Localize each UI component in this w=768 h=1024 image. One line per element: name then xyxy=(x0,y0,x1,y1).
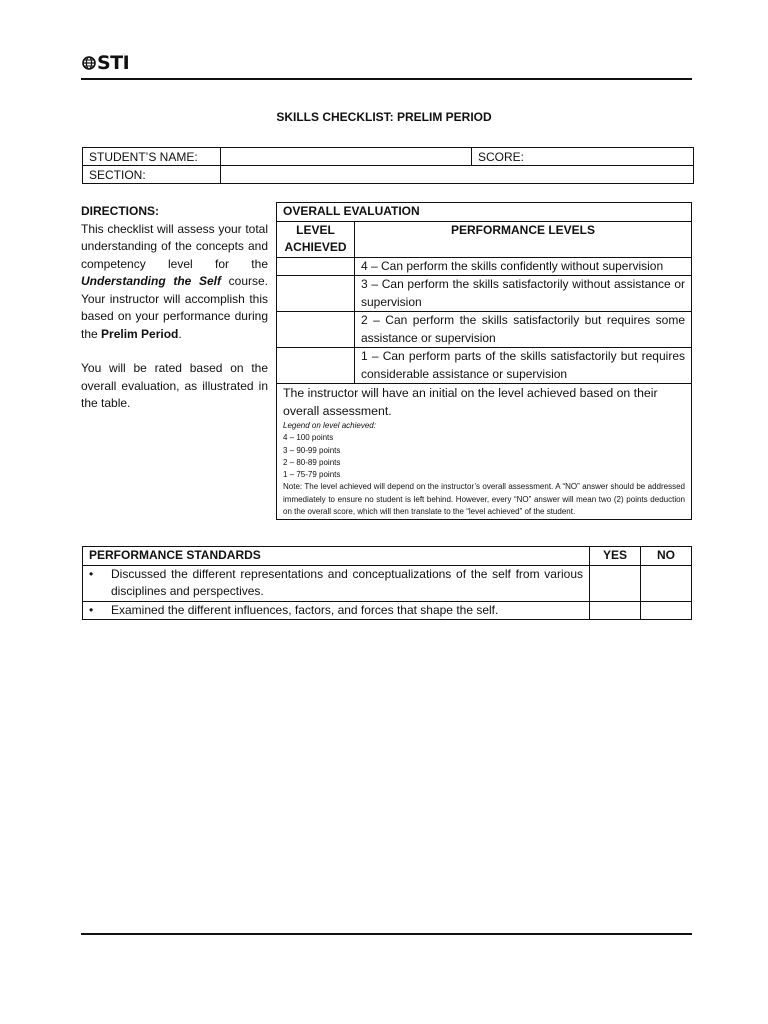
directions-end: . xyxy=(178,326,182,341)
section-label: SECTION: xyxy=(83,166,221,184)
legend-title: Legend on level achieved: xyxy=(283,421,376,430)
bullet-icon: • xyxy=(89,566,94,581)
sti-logo xyxy=(82,52,129,74)
performance-standards-table xyxy=(82,546,692,620)
level-achieved-header xyxy=(277,221,355,257)
no-column-header: NO xyxy=(641,547,692,566)
directions-rating-text: You will be rated based on the overall evaluation, as illustrated in the table. xyxy=(81,361,268,410)
performance-standards-heading: PERFORMANCE STANDARDS xyxy=(83,547,590,566)
no-checkbox-cell[interactable] xyxy=(641,601,692,620)
standard-text: Discussed the different representations and conceptualizations of the self from various disciplines and perspectives. xyxy=(111,566,583,598)
directions-heading: DIRECTIONS: xyxy=(81,204,159,218)
directions-block xyxy=(81,203,268,413)
level-achieved-cell[interactable] xyxy=(277,257,355,276)
standard-item xyxy=(83,601,590,620)
overall-evaluation-heading: OVERALL EVALUATION xyxy=(277,203,692,222)
student-name-label: STUDENT’S NAME: xyxy=(83,148,221,166)
standard-item xyxy=(83,565,590,601)
legend-item: 1 – 75-79 points xyxy=(283,470,341,480)
directions-text-b: course. Your instructor will accomplish this based on your performance during the xyxy=(81,274,269,341)
level-achieved-cell[interactable] xyxy=(277,276,355,312)
performance-level-3: 3 – Can perform the skills satisfactorily without assistance or supervision xyxy=(355,276,692,312)
performance-levels-header: PERFORMANCE LEVELS xyxy=(355,221,692,257)
yes-column-header: YES xyxy=(590,547,641,566)
page-title: SKILLS CHECKLIST: PRELIM PERIOD xyxy=(276,110,492,124)
course-name: Understanding the Self xyxy=(81,274,221,288)
performance-level-4: 4 – Can perform the skills confidently without supervision xyxy=(355,257,692,276)
student-name-field[interactable] xyxy=(221,148,472,166)
evaluation-notes xyxy=(277,384,692,520)
student-info-table xyxy=(82,147,694,184)
deduction-note: Note: The level achieved will depend on the instructor’s overall assessment. A “NO” answer should be addressed immediately to ensure no student is left behind. However, every “NO” answer will mean two (2) points deduction on the overall score, which will then translate to the “level achieved” of the student. xyxy=(283,482,685,517)
footer-divider xyxy=(81,933,692,935)
period-name: Prelim Period xyxy=(101,326,179,341)
performance-level-2: 2 – Can perform the skills satisfactorily but requires some assistance or supervision xyxy=(355,312,692,348)
header-divider xyxy=(81,78,692,80)
overall-evaluation-table xyxy=(276,202,692,520)
legend-item: 4 – 100 points xyxy=(283,433,334,443)
no-checkbox-cell[interactable] xyxy=(641,565,692,601)
legend-item: 3 – 90-99 points xyxy=(283,445,341,455)
instructor-note: The instructor will have an initial on the level achieved based on their overall assessment. xyxy=(283,386,658,418)
standard-text: Examined the different influences, factors, and forces that shape the self. xyxy=(111,602,499,617)
level-header-line2: ACHIEVED xyxy=(284,240,347,254)
globe-icon xyxy=(82,56,96,70)
level-achieved-cell[interactable] xyxy=(277,348,355,384)
performance-level-1: 1 – Can perform parts of the skills satisfactorily but requires considerable assistance or supervision xyxy=(355,348,692,384)
logo-text: STI xyxy=(97,52,130,74)
level-header-line1: LEVEL xyxy=(296,222,335,237)
level-achieved-cell[interactable] xyxy=(277,312,355,348)
directions-text-a: This checklist will assess your total understanding of the concepts and competency level for the xyxy=(81,221,268,271)
score-label: SCORE: xyxy=(472,148,694,166)
yes-checkbox-cell[interactable] xyxy=(590,601,641,620)
bullet-icon: • xyxy=(89,602,94,617)
yes-checkbox-cell[interactable] xyxy=(590,565,641,601)
legend-item: 2 – 80-89 points xyxy=(283,457,341,467)
section-field[interactable] xyxy=(221,166,694,184)
